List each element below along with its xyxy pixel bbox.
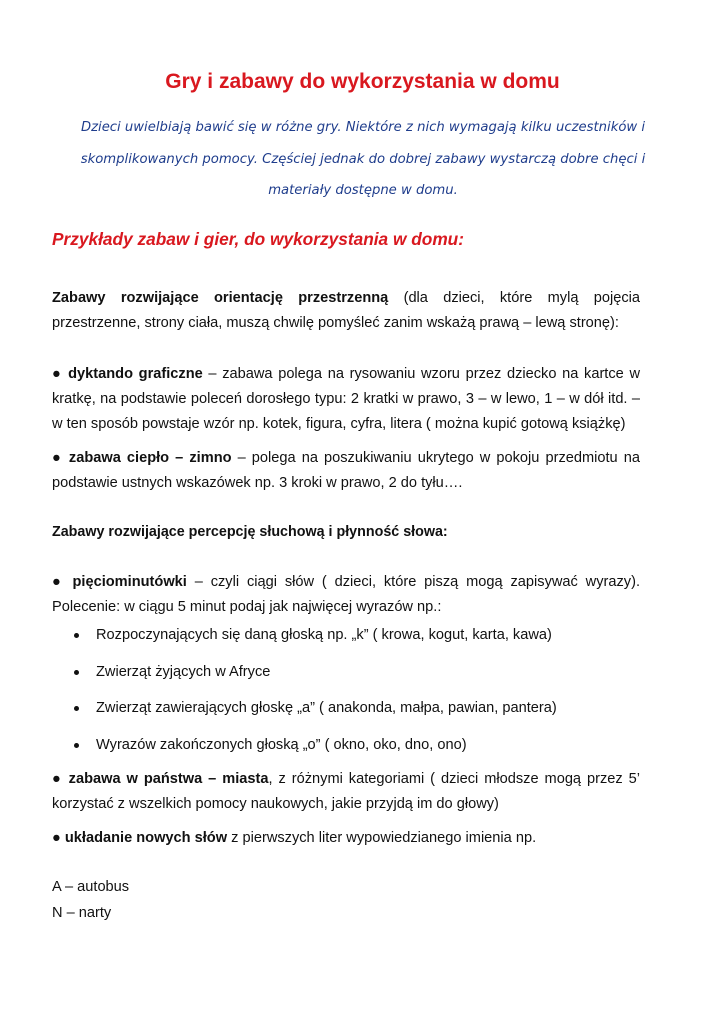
list-item xyxy=(74,660,640,697)
example-line: A – autobus xyxy=(52,879,130,895)
intro-paragraph xyxy=(52,112,674,207)
item-title: zabawa ciepło – zimno xyxy=(68,450,232,466)
document-title: Gry i zabawy do wykorzystania w domu xyxy=(165,70,560,93)
section-hearing-heading: Zabawy rozwijające percepcję słuchową i płynność słowa: xyxy=(52,524,448,540)
intro-line: skomplikowanych pomocy. Częściej jednak do dobrej zabawy wystarczą dobre chęci i xyxy=(80,151,646,167)
section-orientation-heading: Zabawy rozwijające orientację przestrzenną xyxy=(52,290,389,306)
bullet-glyph: ● xyxy=(52,830,65,846)
list-item-text: Rozpoczynających się daną głoską np. „k” ( krowa, kogut, karta, kawa) xyxy=(96,627,552,643)
bullet-glyph: ● xyxy=(52,450,69,466)
item-title: dyktando graficzne xyxy=(68,366,203,382)
section-orientation-intro xyxy=(52,286,640,336)
bullet-dot-icon xyxy=(74,670,79,675)
item-title: pięciominutówki xyxy=(72,574,187,590)
item-text: – czyli ciągi słów ( dzieci, które piszą mogą zapisywać wyrazy). Polecenie: w ciągu 5 minut podaj jak najwięcej wyrazów np.: xyxy=(52,574,641,615)
item-panstwa-miasta xyxy=(52,767,640,817)
list-item-text: Zwierząt zawierających głoskę „a” ( anakonda, małpa, pawian, pantera) xyxy=(96,700,557,716)
item-pieciominutowki xyxy=(52,570,640,620)
bullet-glyph: ● xyxy=(52,366,69,382)
bullet-dot-icon xyxy=(74,633,79,638)
list-item xyxy=(74,696,640,733)
bullet-glyph: ● xyxy=(52,771,69,787)
examples-subheading: Przykłady zabaw i gier, do wykorzystania w domu: xyxy=(52,229,464,249)
bullet-dot-icon xyxy=(74,706,79,711)
list-item xyxy=(74,623,640,660)
bullet-dot-icon xyxy=(74,743,79,748)
example-line: N – narty xyxy=(52,905,112,921)
list-item-text: Zwierząt żyjących w Afryce xyxy=(96,663,271,680)
section-orientation-description: (dla dzieci, które mylą pojęcia przestrzenne, strony ciała, muszą chwilę pomyśleć zanim wskażą prawą – lewą stronę): xyxy=(52,290,640,331)
item-cieplo-zimno xyxy=(52,446,640,496)
word-category-list xyxy=(74,623,640,769)
list-item-text: Wyrazów zakończonych głoską „o” ( okno, oko, dno, ono) xyxy=(96,736,467,753)
item-text: z pierwszych liter wypowiedzianego imienia np. xyxy=(227,830,537,846)
item-text: , z różnymi kategoriami ( dzieci młodsze mogą przez 5’ korzystać z wszelkich pomocy naukowych, jakie przyjdą im do głowy) xyxy=(52,771,640,812)
item-dyktando xyxy=(52,362,640,437)
item-title: zabawa w państwa – miasta xyxy=(68,771,269,787)
list-item xyxy=(74,733,640,770)
intro-line: materiały dostępne w domu. xyxy=(268,183,458,198)
item-ukladanie-slow xyxy=(52,826,640,851)
bullet-glyph: ● xyxy=(52,574,73,590)
item-text: – zabawa polega na rysowaniu wzoru przez dziecko na kartce w kratkę, na podstawie poleceń dorosłego typu: 2 kratki w prawo, 3 – w lewo, 1 – w dół itd. – w ten sposób powstaje wzór np. kotek, figura, cyfra, litera ( można kupić gotową książkę) xyxy=(52,366,640,432)
item-title: układanie nowych słów xyxy=(64,830,228,846)
item-text: – polega na poszukiwaniu ukrytego w pokoju przedmiotu na podstawie ustnych wskazówek np. 3 kroki w prawo, 2 do tyłu…. xyxy=(52,450,640,491)
intro-line: Dzieci uwielbiają bawić się w różne gry. Niektóre z nich wymagają kilku uczestników i xyxy=(80,120,646,135)
